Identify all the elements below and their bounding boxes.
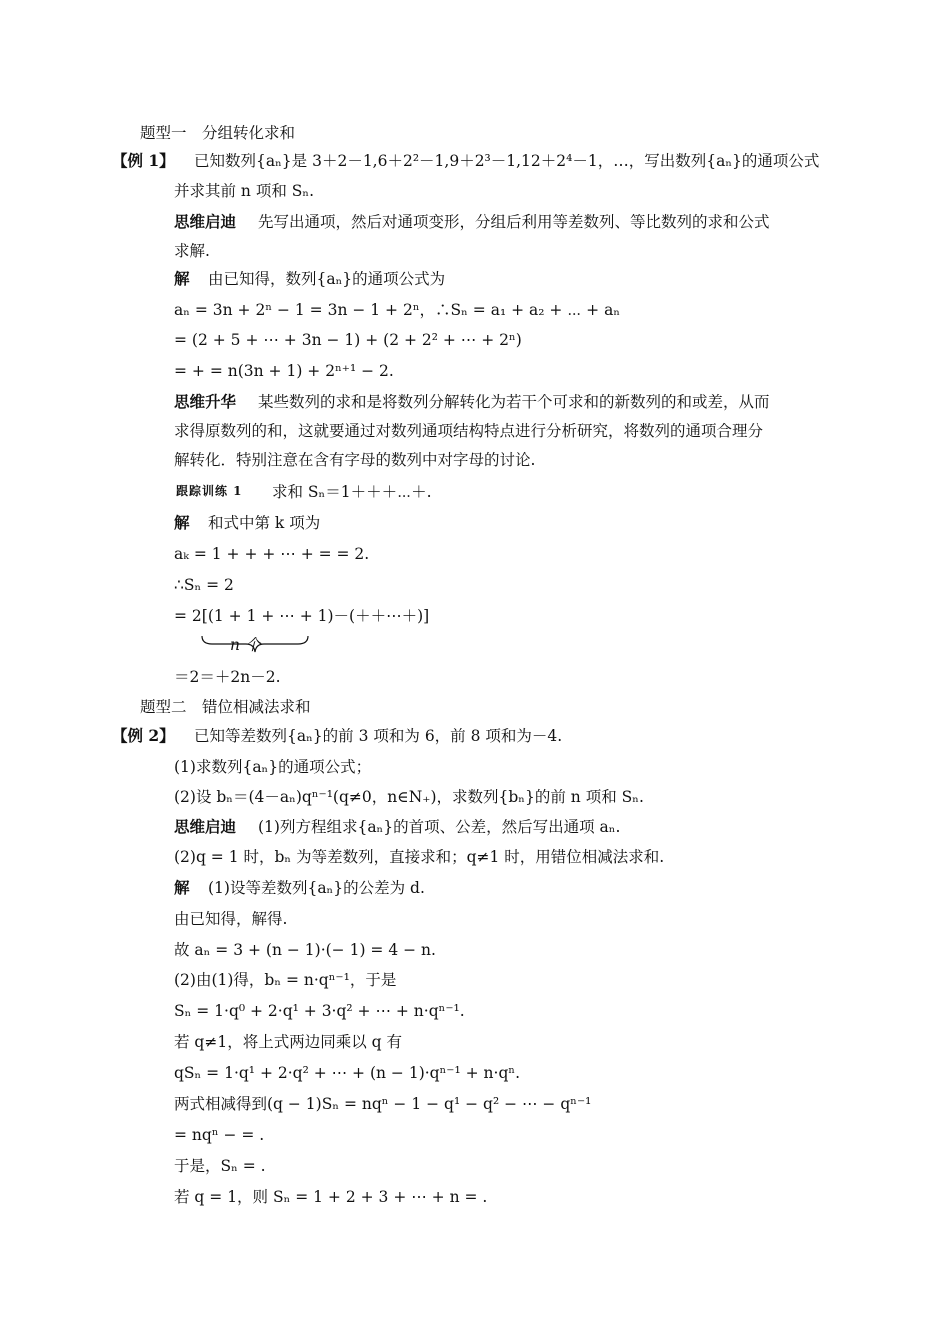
example-1-line-1: 已知数列{aₙ}是 3＋2－1,6＋2²－1,9＋2³－1,12＋2⁴－1，…，写出数列{aₙ}的通项公式 <box>194 152 820 170</box>
solution-1-line-1: 由已知得，数列{aₙ}的通项公式为 <box>208 270 446 288</box>
solution-2-line-11: 若 q = 1，则 Sₙ = 1 + 2 + 3 + ⋯ + n = . <box>174 1188 488 1206</box>
example-2-line-1: 已知等差数列{aₙ}的前 3 项和为 6，前 8 项和为－4. <box>194 727 563 745</box>
solution-2-line-4: (2)由(1)得，bₙ = n·qⁿ⁻¹，于是 <box>174 971 397 989</box>
solution-2-line-7: qSₙ = 1·q¹ + 2·q² + ⋯ + (n − 1)·qⁿ⁻¹ + n·qⁿ. <box>174 1064 520 1082</box>
solution-2-line-9: = nqⁿ − = . <box>174 1126 265 1144</box>
drill-tag-1: 跟踪训练 1 <box>176 484 243 498</box>
summary-text-3: 解转化．特别注意在含有字母的数列中对字母的讨论. <box>174 451 536 469</box>
think-2-line-2: (2)q = 1 时，bₙ 为等差数列，直接求和；q≠1 时，用错位相减法求和. <box>174 848 665 866</box>
example-2-question-2: (2)设 bₙ＝(4－aₙ)qⁿ⁻¹(q≠0，n∈N₊)，求数列{bₙ}的前 n 项和 Sₙ. <box>174 788 644 806</box>
solution-1-line-4: = + = n(3n + 1) + 2ⁿ⁺¹ − 2. <box>174 362 394 380</box>
solution-2-line-8: 两式相减得到(q − 1)Sₙ = nqⁿ − 1 − q¹ − q² − ⋯ − qⁿ⁻¹ <box>174 1095 592 1113</box>
section-title-1: 题型一 分组转化求和 <box>140 124 296 142</box>
solution-2-line-1: (1)设等差数列{aₙ}的公差为 d. <box>208 879 425 897</box>
solution-1-line-2: aₙ = 3n + 2ⁿ − 1 = 3n − 1 + 2ⁿ，∴Sₙ = a₁ + a₂ + ⋯ + aₙ <box>174 301 621 319</box>
think-label-2: 思维启迪 <box>174 817 237 836</box>
drill-line-4: = 2[(1 + 1 + ⋯ + 1)－(＋＋⋯＋)] <box>174 607 430 625</box>
example-1-line-2: 并求其前 n 项和 Sₙ. <box>174 182 315 200</box>
drill-line-5: ＝2＝＋2n－2. <box>174 668 281 686</box>
summary-text-2: 求得原数列的和，这就要通过对数列通项结构特点进行分析研究，将数列的通项合理分 <box>174 422 764 440</box>
solution-2-line-5: Sₙ = 1·q⁰ + 2·q¹ + 3·q² + ⋯ + n·qⁿ⁻¹. <box>174 1002 465 1020</box>
example-2-question-1: (1)求数列{aₙ}的通项公式； <box>174 758 372 776</box>
drill-solution-label: 解 <box>174 513 190 532</box>
drill-line-1: 和式中第 k 项为 <box>208 514 321 532</box>
summary-text-1: 某些数列的求和是将数列分解转化为若干个可求和的新数列的和或差，从而 <box>258 393 770 411</box>
solution-2-line-10: 于是，Sₙ = . <box>174 1157 266 1175</box>
example-2-label: 【例 2】 <box>112 726 175 745</box>
solution-2-line-6: 若 q≠1，将上式两边同乘以 q 有 <box>174 1033 402 1051</box>
underbrace-label: n 个 <box>230 636 261 654</box>
solution-label-1: 解 <box>174 269 190 288</box>
drill-line-3: ∴Sₙ = 2 <box>174 576 234 594</box>
think-2-line-1: (1)列方程组求{aₙ}的首项、公差，然后写出通项 aₙ. <box>258 818 621 836</box>
drill-line-2: aₖ = 1 + + + ⋯ + = = 2. <box>174 545 370 563</box>
solution-1-line-3: = (2 + 5 + ⋯ + 3n − 1) + (2 + 2² + ⋯ + 2ⁿ) <box>174 331 522 349</box>
summary-label-1: 思维升华 <box>174 392 237 411</box>
think-text-1: 先写出通项，然后对通项变形，分组后利用等差数列、等比数列的求和公式 <box>258 213 770 231</box>
think-label-1: 思维启迪 <box>174 212 237 231</box>
solution-label-2: 解 <box>174 878 190 897</box>
solution-2-line-2: 由已知得，解得. <box>174 910 288 928</box>
think-text-2: 求解. <box>174 242 210 260</box>
solution-2-line-3: 故 aₙ = 3 + (n − 1)·(− 1) = 4 − n. <box>174 941 436 959</box>
section-title-2: 题型二 错位相减法求和 <box>140 698 311 716</box>
drill-question-1: 求和 Sₙ＝1＋＋＋⋯＋. <box>272 483 432 501</box>
example-1-label: 【例 1】 <box>112 151 175 170</box>
